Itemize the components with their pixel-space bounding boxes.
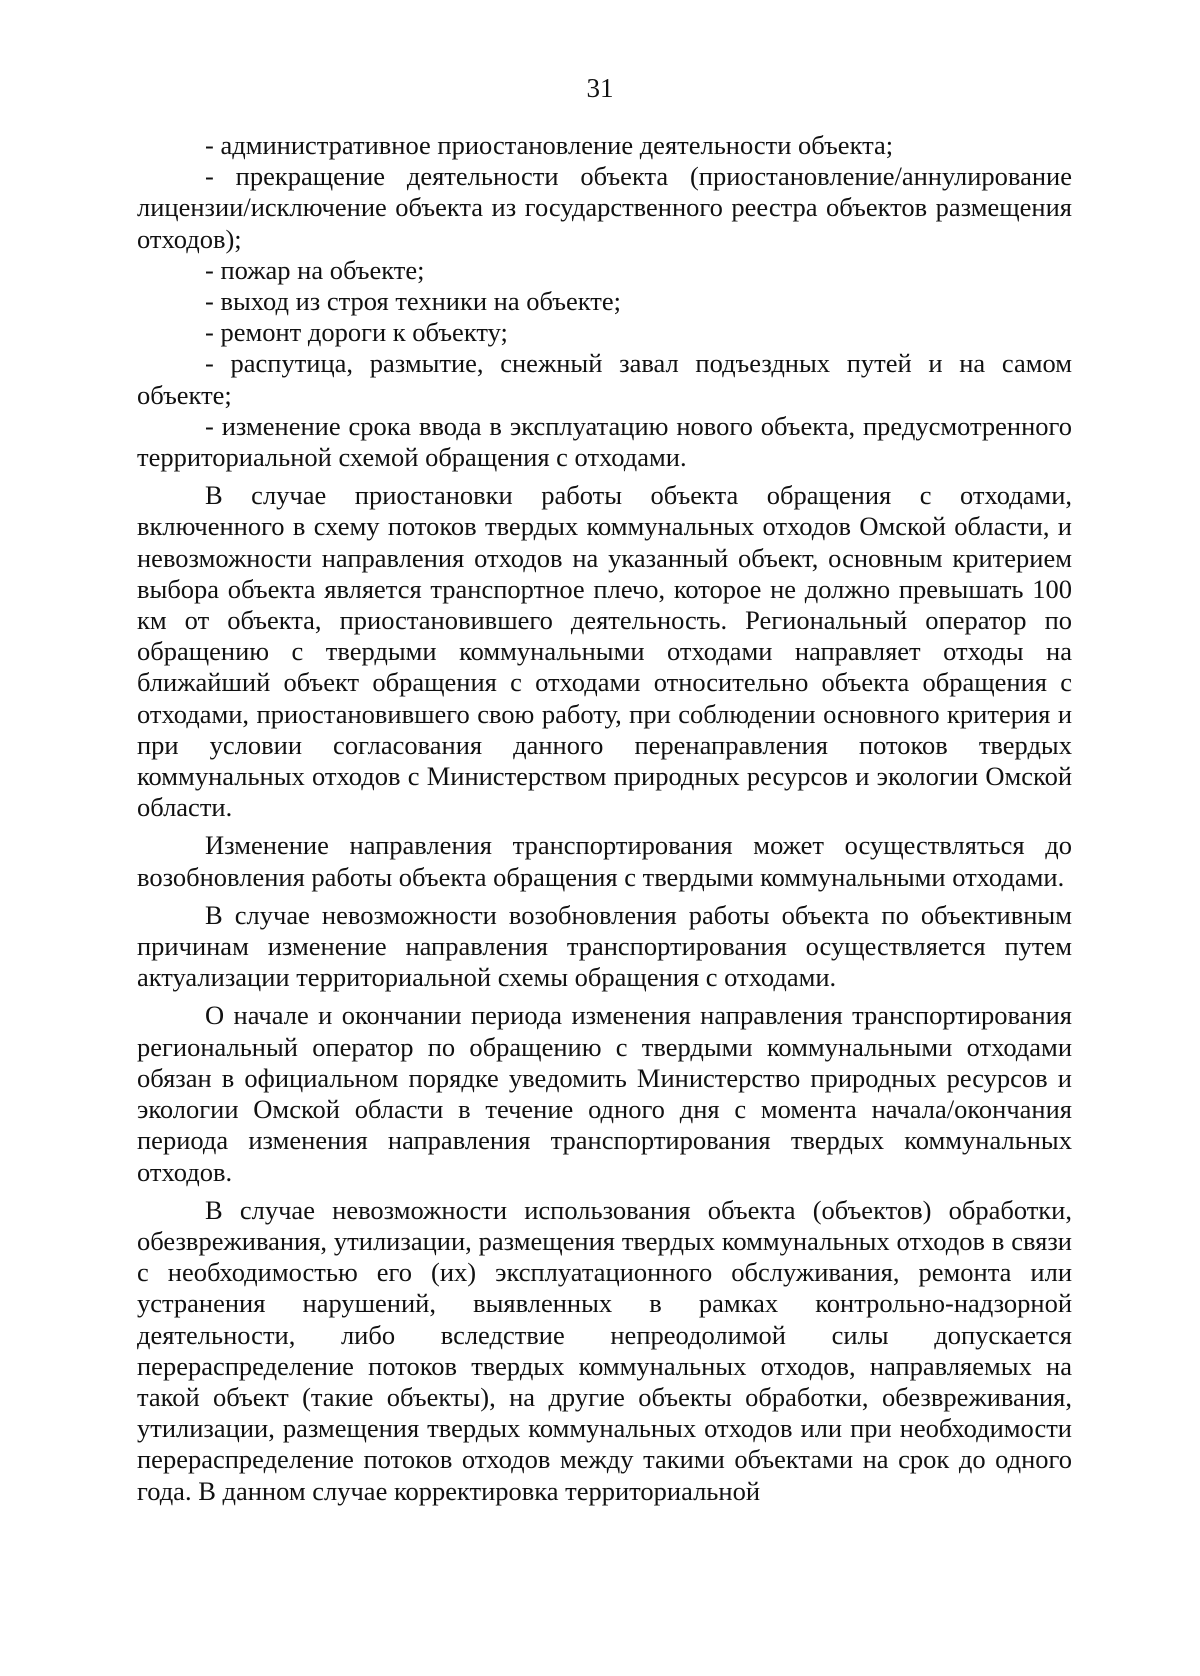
paragraph-direction-change: Изменение направления транспортирования может осуществляться до возобновления работы объекта обращения с твердыми коммунальными отходами. <box>137 830 1072 892</box>
paragraph-suspension-case: В случае приостановки работы объекта обращения с отходами, включенного в схему потоков твердых коммунальных отходов Омской области, и невозможности направления отходов на указанный объект, основным критерием выбора объекта является транспортное плечо, которое не должно превышать 100 км от объекта, приостановившего деятельность. Региональный оператор по обращению с твердыми коммунальными отходами направляет отходы на ближайший объект обращения с отходами относительно объекта обращения с отходами, приостановившего свою работу, при соблюдении основного критерия и при условии согласования данного перенаправления потоков твердых коммунальных отходов с Министерством природных ресурсов и экологии Омской области. <box>137 480 1072 823</box>
paragraph-impossibility-resume: В случае невозможности возобновления работы объекта по объективным причинам изменение направления транспортирования осуществляется путем актуализации территориальной схемы обращения с отходами. <box>137 899 1072 993</box>
list-item-commissioning-change: - изменение срока ввода в эксплуатацию нового объекта, предусмотренного территориальной схемой обращения с отходами. <box>137 410 1072 473</box>
paragraph-redistribution: В случае невозможности использования объекта (объектов) обработки, обезвреживания, утилизации, размещения твердых коммунальных отходов в связи с необходимостью его (их) эксплуатационного обслуживания, ремонта или устранения нарушений, выявленных в рамках контрольно-надзорной деятельности, либо вследствие непреодолимой силы допускается перераспределение потоков твердых коммунальных отходов, направляемых на такой объект (такие объекты), на другие объекты обработки, обезвреживания, утилизации, размещения твердых коммунальных отходов или при необходимости перераспределение потоков отходов между такими объектами на срок до одного года. В данном случае корректировка территориальной <box>137 1194 1072 1506</box>
list-item-impassable-roads: - распутица, размытие, снежный завал подъездных путей и на самом объекте; <box>137 348 1072 410</box>
document-body <box>137 130 1072 1507</box>
page-number: 31 <box>586 73 614 103</box>
list-item-equipment-failure: - выход из строя техники на объекте; <box>205 286 621 317</box>
list-item-road-repair: - ремонт дороги к объекту; <box>205 317 508 348</box>
list-item-termination: - прекращение деятельности объекта (приостановление/аннулирование лицензии/исключение объекта из государственного реестра объектов размещения отходов); <box>137 161 1072 254</box>
list-item-administrative-suspension: - административное приостановление деятельности объекта; <box>205 130 894 160</box>
paragraph-notification: О начале и окончании периода изменения направления транспортирования региональный оператор по обращению с твердыми коммунальными отходами обязан в официальном порядке уведомить Министерство природных ресурсов и экологии Омской области в течение одного дня с момента начала/окончания периода изменения направления транспортирования твердых коммунальных отходов. <box>137 1000 1072 1187</box>
list-item-fire: - пожар на объекте; <box>205 254 425 285</box>
